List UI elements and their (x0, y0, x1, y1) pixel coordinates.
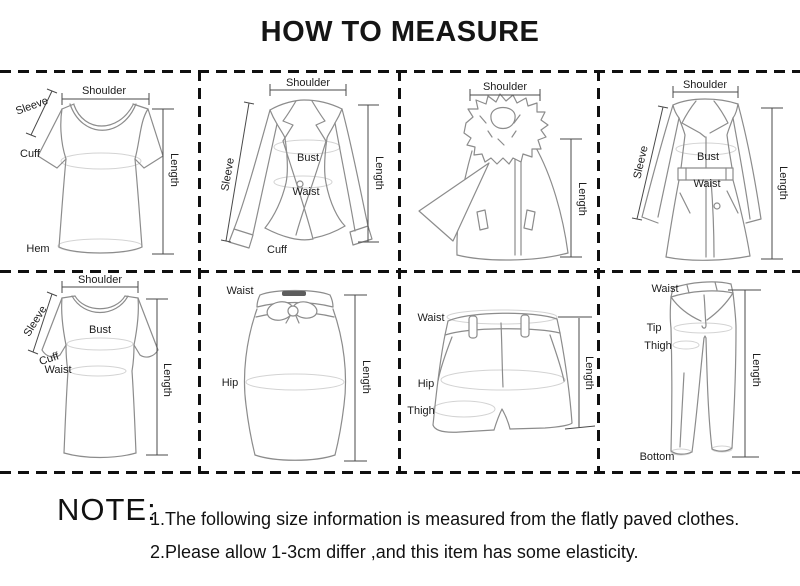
tshirt-drawing (0, 71, 200, 265)
trench-length-label: Length (777, 166, 789, 200)
skirt-hip-label: Hip (221, 377, 239, 389)
trench-bust-label: Bust (696, 151, 720, 163)
pants-waist-label: Waist (651, 283, 679, 295)
shorts-drawing (400, 265, 600, 468)
trench-waist-label: Waist (693, 178, 721, 190)
note-line-2: 2.Please allow 1-3cm differ ,and this item has some elasticity. (150, 542, 639, 562)
shorts-hip-label: Hip (417, 378, 435, 390)
note-lines (150, 503, 739, 569)
blazer-length-label: Length (373, 156, 385, 190)
trench-shoulder-label: Shoulder (682, 79, 728, 91)
blazer-cuff-label: Cuff (267, 244, 287, 256)
trench-coat-drawing (600, 71, 800, 265)
dress-shoulder-label: Shoulder (77, 274, 123, 286)
panel-blazer (200, 71, 400, 265)
tshirt-shoulder-label: Shoulder (81, 85, 127, 97)
shorts-length-label: Length (583, 356, 595, 390)
pants-bottom-label: Bottom (639, 451, 675, 463)
panel-dress (0, 265, 200, 468)
panel-pants (600, 265, 800, 468)
skirt-length-label: Length (360, 360, 372, 394)
fur-coat-length-label: Length (576, 182, 588, 216)
dress-waist-label: Waist (44, 364, 72, 376)
panel-shorts (400, 265, 600, 468)
tshirt-sleeve-label: Sleeve (14, 94, 50, 118)
fur-coat-drawing (400, 71, 600, 265)
blazer-drawing (200, 71, 400, 265)
skirt-waist-label: Waist (226, 285, 254, 297)
trench-sleeve-label: Sleeve (631, 144, 651, 181)
pants-length-label: Length (750, 353, 762, 387)
panel-trench-coat (600, 71, 800, 265)
blazer-waist-label: Waist (292, 186, 320, 198)
note-line-1: 1.The following size information is measured from the flatly paved clothes. (150, 509, 740, 529)
dress-drawing (0, 265, 200, 468)
panel-fur-hooded-coat (400, 71, 600, 265)
pants-thigh-label: Thigh (644, 340, 672, 352)
pants-drawing (600, 265, 800, 468)
page-title: HOW TO MEASURE (260, 16, 540, 48)
tshirt-cuff-label: Cuff (20, 148, 40, 160)
skirt-drawing (200, 265, 400, 468)
panel-tshirt (0, 71, 200, 265)
dress-cuff-label: Cuff (37, 350, 61, 368)
tshirt-hem-label: Hem (26, 243, 50, 255)
tshirt-length-label: Length (168, 153, 180, 187)
shorts-thigh-label: Thigh (407, 405, 435, 417)
pants-tip-label: Tip (646, 322, 662, 334)
dress-length-label: Length (161, 363, 173, 397)
panel-skirt (200, 265, 400, 468)
blazer-shoulder-label: Shoulder (285, 77, 331, 89)
dress-bust-label: Bust (88, 324, 112, 336)
dress-sleeve-label: Sleeve (21, 303, 50, 339)
shorts-waist-label: Waist (417, 312, 445, 324)
note-heading: NOTE: (57, 492, 157, 527)
blazer-sleeve-label: Sleeve (219, 156, 237, 193)
fur-coat-shoulder-label: Shoulder (482, 81, 528, 93)
blazer-bust-label: Bust (296, 152, 320, 164)
